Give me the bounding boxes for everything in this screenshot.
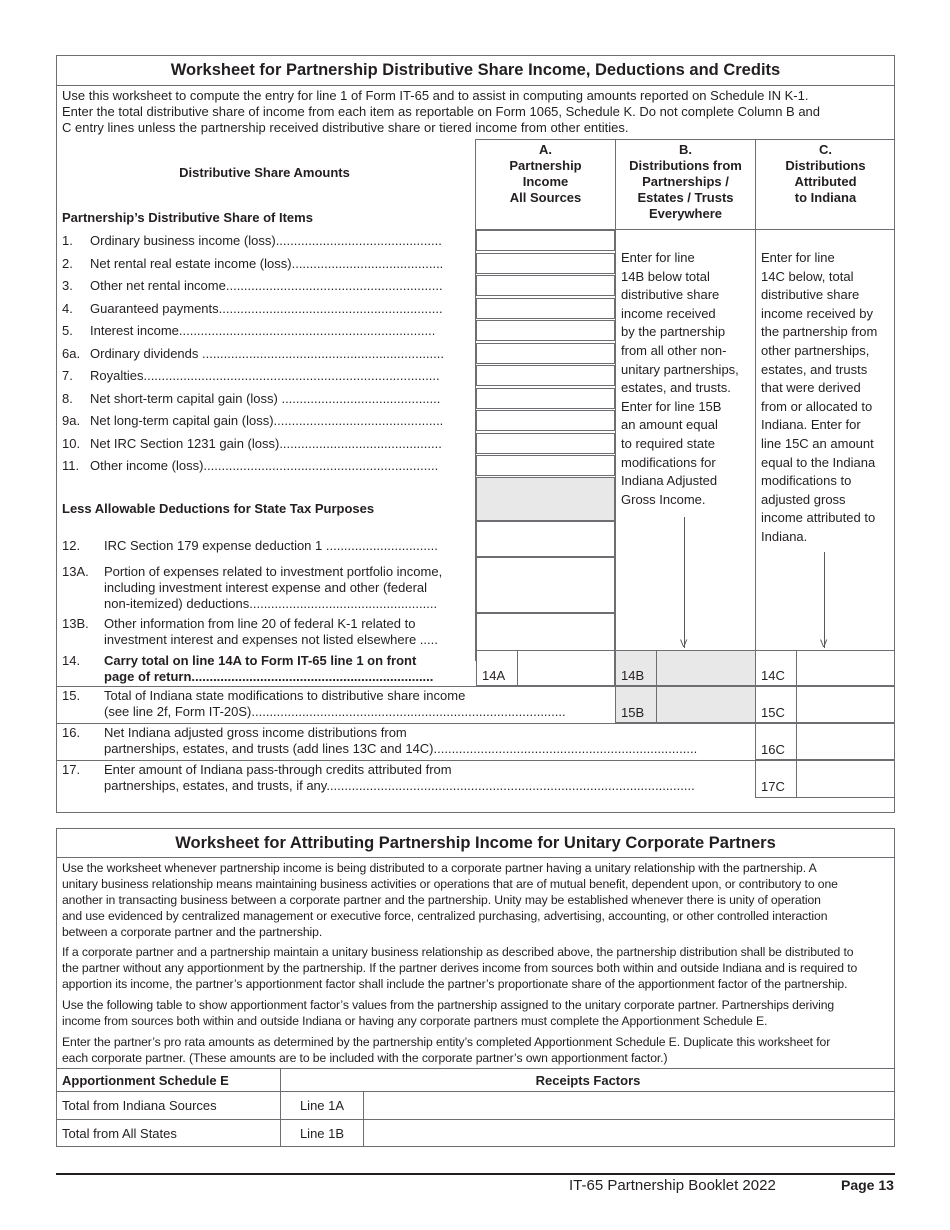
line-8 (62, 391, 440, 407)
line-14a-code (476, 650, 518, 686)
para-line: Use the worksheet whenever partnership income is being distributed to a corporate partner having a unitary relationship with the partnership. A (62, 861, 817, 875)
section-heading-deductions: Less Allowable Deductions for State Tax Purposes (62, 501, 375, 516)
line-5 (62, 323, 435, 339)
note-line: distributive share (621, 287, 720, 303)
all-states-receipts-input[interactable] (364, 1120, 894, 1147)
note-line: Indiana. (761, 528, 808, 544)
para-line: income from sources both within and outside Indiana or having any corporate partners must complete the Apportionment Schedule E. (62, 1014, 768, 1028)
line-13b (62, 616, 438, 648)
note-line: adjusted gross (761, 491, 846, 507)
column-c-heading (756, 142, 895, 206)
row-line-1a: Line 1A (299, 1098, 345, 1113)
cell-code: 16C (761, 742, 785, 757)
line-15b-input[interactable] (656, 686, 756, 723)
line-16 (62, 725, 697, 757)
line-label: Other information from line 20 of federal K-1 related to (104, 616, 416, 631)
cell-code: 14A (482, 668, 506, 683)
arrow-down-icon (824, 552, 825, 648)
column-line: Estates / Trusts (637, 190, 734, 205)
line-5-column-a-input[interactable] (476, 320, 615, 341)
line-number: 11. (62, 458, 80, 473)
line-number: 2. (62, 255, 73, 271)
row-label-indiana-sources: Total from Indiana Sources (62, 1098, 217, 1113)
note-line: to required state (621, 435, 715, 451)
intro-line: Enter the total distributive share of income from each item as reportable on Form 1065, Schedule K. Do not complete Column B and (62, 104, 821, 119)
booklet-title: IT-65 Partnership Booklet 2022 (569, 1177, 776, 1194)
line-label: Portion of expenses related to investment portfolio income, (104, 564, 443, 579)
column-b-instructions (621, 249, 755, 509)
line-12-column-a-input[interactable] (476, 521, 615, 557)
line-6a-column-a-input[interactable] (476, 343, 615, 364)
line-16c-input[interactable] (796, 723, 895, 760)
leader-dots: ....................................................................... (178, 323, 436, 338)
line-13a-column-a-input[interactable] (476, 557, 615, 613)
leader-dots: .............................................. (275, 233, 442, 248)
line-10-column-a-input[interactable] (476, 433, 615, 454)
line-number: 10. (62, 435, 81, 451)
line-4 (62, 301, 443, 317)
cell-code: 14C (761, 668, 785, 683)
worksheet2-title: Worksheet for Attributing Partnership Income for Unitary Corporate Partners (175, 834, 776, 852)
column-line: Partnerships / (642, 174, 729, 189)
column-b-heading (616, 142, 755, 222)
note-line: the partnership from (761, 324, 878, 340)
line-number: 8. (62, 390, 73, 406)
cell-code: 15B (621, 705, 645, 720)
column-line: Distributions from (629, 158, 742, 173)
line-label: (see line 2f, Form IT-20S)....................................................................................... (104, 704, 566, 719)
note-line: income received by (761, 305, 873, 321)
worksheet1-intro (62, 88, 892, 136)
column-letter: A. (539, 142, 552, 157)
line-7-column-a-input[interactable] (476, 365, 615, 386)
note-line: 14C below, total (761, 268, 854, 284)
note-line: other partnerships, (761, 342, 870, 358)
note-line: from or allocated to (761, 398, 873, 414)
line-label: partnerships, estates, and trusts, if any...................................................................................................... (104, 778, 695, 793)
line-number: 3. (62, 278, 73, 293)
line-label: Royalties (90, 368, 144, 383)
note-line: Enter for line (761, 250, 835, 265)
cell-code: 17C (761, 779, 785, 794)
line-7 (62, 368, 440, 384)
line-14c-input[interactable] (796, 650, 895, 686)
divider (56, 85, 895, 86)
line-14b-input[interactable] (656, 650, 756, 686)
line-1-column-a-input[interactable] (476, 230, 615, 251)
leader-dots: ............................................ (277, 390, 441, 406)
line-label: Other income (loss) (90, 458, 204, 473)
note-line: income attributed to (761, 510, 876, 526)
column-divider (615, 139, 616, 722)
para-line: Enter the partner’s pro rata amounts as determined by the partnership entity’s completed Apportionment Schedule E. Duplicate this worksheet for (62, 1035, 831, 1049)
line-11 (62, 458, 438, 474)
line-15 (62, 688, 566, 720)
shaded-cell (476, 477, 615, 521)
arrow-down-icon (684, 517, 685, 648)
line-14b-code (615, 650, 657, 686)
worksheet2-paragraph-3 (62, 997, 892, 1029)
note-line: from all other non- (621, 342, 727, 358)
line-number: 5. (62, 323, 73, 338)
line-label: Interest income (90, 323, 179, 338)
line-number: 13A. (62, 564, 89, 579)
leader-dots: ............................................................ (225, 278, 443, 293)
note-line: by the partnership (621, 324, 726, 340)
line-number: 1. (62, 233, 73, 248)
line-number: 14. (62, 653, 81, 668)
note-line: income received (621, 305, 716, 321)
column-letter: C. (819, 142, 832, 157)
page-number: Page 13 (841, 1177, 894, 1193)
line-label: Carry total on line 14A to Form IT-65 line 1 on front (104, 653, 417, 668)
column-line: to Indiana (794, 190, 857, 205)
line-number: 17. (62, 762, 81, 777)
line-15b-code (615, 686, 657, 723)
line-14a-input[interactable] (517, 650, 615, 686)
line-label: Enter amount of Indiana pass-through credits attributed from (104, 762, 452, 777)
worksheet2-paragraph-1 (62, 860, 892, 940)
note-line: that were derived (761, 380, 861, 396)
line-17c-code (755, 760, 797, 798)
line-1 (62, 233, 442, 249)
note-line: 14B below total (621, 268, 710, 284)
divider (56, 1068, 895, 1069)
line-14c-code (755, 650, 797, 686)
line-3-column-a-input[interactable] (476, 275, 615, 296)
para-line: If a corporate partner and a partnership maintain a unitary business relationship as described above, the partnership distribution shall be distributed to (62, 945, 854, 959)
row-line-1b: Line 1B (299, 1126, 345, 1141)
column-line: Income (522, 174, 569, 189)
note-line: Indiana Adjusted (621, 473, 718, 489)
column-letter: B. (679, 142, 692, 157)
divider (475, 139, 895, 140)
line-number: 7. (62, 368, 73, 383)
line-label: Ordinary business income (loss) (90, 233, 276, 248)
leader-dots: ................................................................... (198, 345, 444, 361)
line-label: Net IRC Section 1231 gain (loss) (90, 435, 280, 451)
line-label: IRC Section 179 expense deduction 1 ............................... (104, 538, 438, 553)
para-line: apportion its income, the partner’s apportionment factor shall include the partner’s proportionate share of the apportionment factor of the partnership. (62, 977, 848, 991)
line-15c-code (755, 686, 797, 723)
column-line: All Sources (509, 190, 582, 205)
para-line: Use the following table to show apportionment factor’s values from the partnership assigned to the unitary corporate partner. Partnerships deriving (62, 998, 835, 1012)
worksheet2-paragraph-4 (62, 1034, 892, 1066)
line-17c-input[interactable] (796, 760, 895, 798)
apportionment-schedule-heading: Apportionment Schedule E (62, 1073, 229, 1088)
leader-dots: .......................................... (291, 255, 444, 271)
section-heading-items: Partnership’s Distributive Share of Items (62, 210, 313, 225)
indiana-sources-receipts-input[interactable] (364, 1092, 894, 1119)
para-line: and use evidenced by centralized management or executive force, centralized purchasing, advertising, accounting, or other controlled interaction (62, 909, 828, 923)
column-a-heading (476, 142, 615, 206)
row-label-all-states: Total from All States (62, 1126, 177, 1141)
line-13b-column-a-input[interactable] (476, 613, 615, 651)
line-9a-column-a-input[interactable] (476, 410, 615, 431)
divider (56, 857, 895, 858)
line-10 (62, 436, 442, 452)
line-14 (62, 653, 433, 685)
worksheet2-paragraph-2 (62, 944, 892, 992)
line-number: 12. (62, 538, 81, 553)
leader-dots: ............................................... (273, 413, 444, 428)
leader-dots: .................................................................................. (143, 368, 440, 383)
line-label: Guaranteed payments (90, 300, 219, 316)
arrow-head-icon: V (680, 638, 688, 650)
note-line: modifications to (761, 473, 852, 489)
column-line: Distributions (785, 158, 866, 173)
note-line: Gross Income. (621, 491, 706, 507)
note-line: Enter for line 15B (621, 398, 722, 414)
line-number: 6a. (62, 345, 81, 361)
distributive-share-amounts-heading: Distributive Share Amounts (179, 165, 350, 180)
line-15c-input[interactable] (796, 686, 895, 723)
line-16c-code (755, 723, 797, 760)
note-line: an amount equal (621, 417, 718, 433)
line-6a (62, 346, 444, 362)
line-label: Net rental real estate income (loss) (90, 255, 292, 271)
note-line: estates, and trusts (761, 361, 868, 377)
leader-dots: ................................................................. (203, 458, 439, 473)
note-line: equal to the Indiana (761, 454, 876, 470)
line-label: Net Indiana adjusted gross income distributions from (104, 725, 407, 740)
line-label: partnerships, estates, and trusts (add lines 13C and 14C)......................................................................... (104, 741, 698, 756)
column-line: Partnership (509, 158, 582, 173)
arrow-head-icon: V (820, 638, 828, 650)
para-line: between a corporate partner and the partnership. (62, 925, 323, 939)
leader-dots: ............................................. (279, 435, 442, 451)
column-line: Attributed (794, 174, 857, 189)
intro-line: C entry lines unless the partnership received distributive share or tiered income from other entities. (62, 120, 629, 135)
line-number: 9a. (62, 413, 81, 428)
line-8-column-a-input[interactable] (476, 388, 615, 409)
line-2-column-a-input[interactable] (476, 253, 615, 274)
line-number: 16. (62, 725, 81, 740)
footer-rule (56, 1173, 895, 1175)
column-c-instructions (761, 249, 895, 547)
line-12 (62, 538, 438, 554)
note-line: unitary partnerships, (621, 361, 739, 377)
column-line: Everywhere (649, 206, 722, 221)
line-13a (62, 564, 442, 612)
cell-code: 15C (761, 705, 785, 720)
line-label: including investment interest expense and other (federal (104, 580, 428, 595)
cell-code: 14B (621, 668, 645, 683)
para-line: another in transacting business between a corporate partner and the partnership. Unity may be established whenever there is unity of operation (62, 893, 821, 907)
line-label: Ordinary dividends (90, 345, 199, 361)
intro-line: Use this worksheet to compute the entry for line 1 of Form IT-65 and to assist in computing amounts reported on Schedule IN K-1. (62, 88, 809, 103)
line-number: 15. (62, 688, 81, 703)
line-4-column-a-input[interactable] (476, 298, 615, 319)
line-17 (62, 762, 695, 794)
para-line: the partner without any apportionment by the partnership. If the partner derives income from sources both within and outside Indiana and is required to (62, 961, 858, 975)
note-line: Indiana. Enter for (761, 417, 861, 433)
line-number: 13B. (62, 616, 89, 631)
note-line: Enter for line (621, 250, 695, 265)
note-line: modifications for (621, 454, 716, 470)
worksheet1-title: Worksheet for Partnership Distributive Share Income, Deductions and Credits (170, 61, 781, 79)
line-number: 4. (62, 300, 73, 316)
line-label: non-itemized) deductions.................................................... (104, 596, 438, 611)
line-label: investment interest and expenses not listed elsewhere ..... (104, 632, 438, 647)
receipts-factors-heading: Receipts Factors (535, 1073, 641, 1088)
note-line: line 15C an amount (761, 435, 874, 451)
note-line: distributive share (761, 287, 860, 303)
line-label: Net long-term capital gain (loss) (90, 413, 274, 428)
line-label: page of return................................................................... (104, 669, 434, 684)
note-line: estates, and trusts. (621, 380, 731, 396)
para-line: unitary business relationship means maintaining business activities or operations that are of mutual benefit, dependent upon, or contributory to one (62, 877, 838, 891)
line-2 (62, 256, 443, 272)
leader-dots: .............................................................. (218, 300, 443, 316)
line-label: Total of Indiana state modifications to distributive share income (104, 688, 466, 703)
line-11-column-a-input[interactable] (476, 455, 615, 476)
line-label: Net short-term capital gain (loss) (90, 390, 278, 406)
line-9a (62, 413, 443, 429)
para-line: each corporate partner. (These amounts are to be included with the corporate partner’s own apportionment factor.) (62, 1051, 668, 1065)
line-3 (62, 278, 443, 294)
line-label: Other net rental income (90, 278, 226, 293)
